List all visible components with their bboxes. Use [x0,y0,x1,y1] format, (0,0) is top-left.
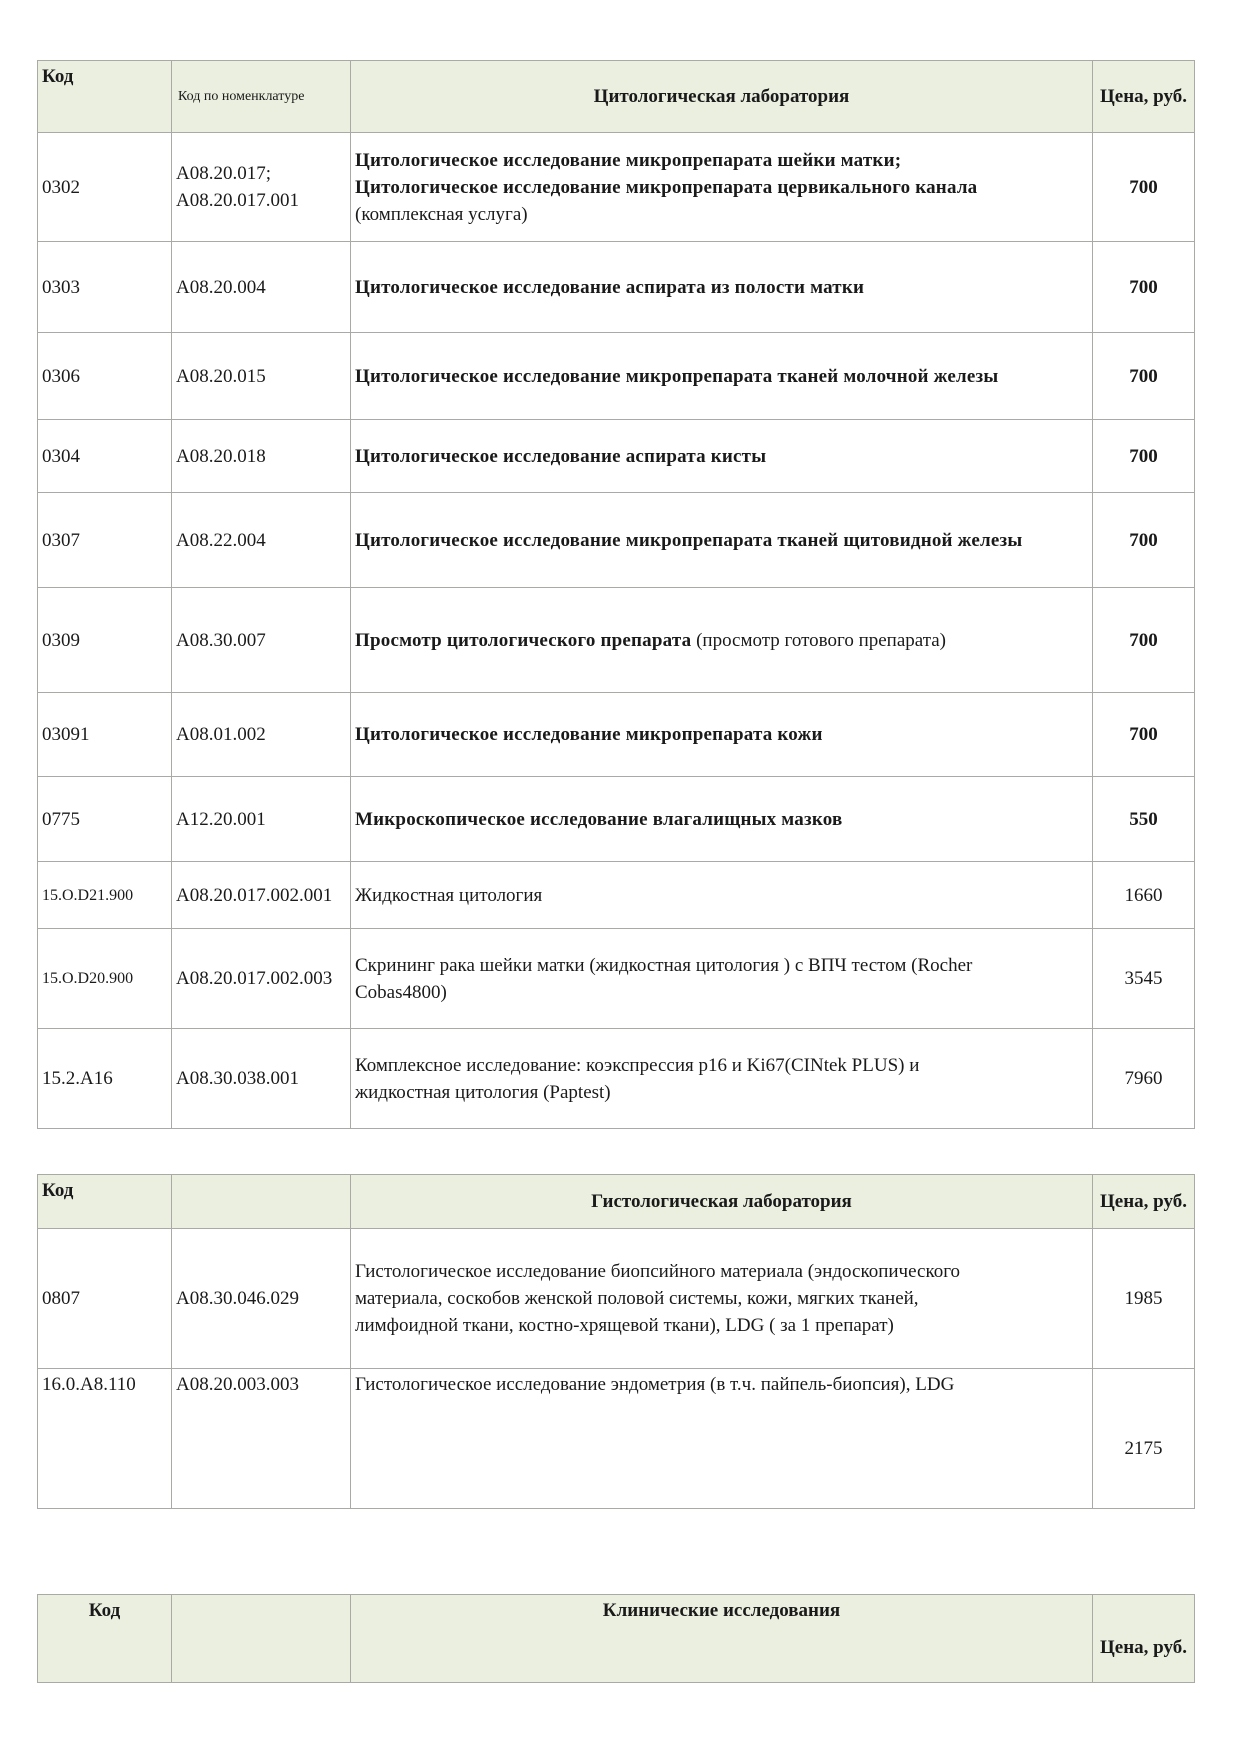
service-price: 700 [1093,133,1195,242]
table-row [38,133,1195,242]
nomenclature-code: A08.30.007 [172,588,351,693]
service-price: 700 [1093,242,1195,333]
header-price: Цена, руб. [1093,1175,1195,1229]
nomenclature-code: A08.01.002 [172,693,351,777]
service-name [351,1229,1093,1369]
nomenclature-code: A08.20.018 [172,420,351,493]
service-name-bold: Просмотр цитологического препарата [355,629,692,651]
service-price: 7960 [1093,1029,1195,1129]
service-code: 0304 [38,420,172,493]
section-title-clinical: Клинические исследования [351,1595,1093,1683]
nomenclature-code: A08.20.015 [172,333,351,420]
table-row [38,1029,1195,1129]
service-code: 0306 [38,333,172,420]
service-code: 15.O.D20.900 [38,929,172,1029]
service-name-line: Скрининг рака шейки матки (жидкостная цитология ) с ВПЧ тестом (Rocher [355,954,973,976]
header-price: Цена, руб. [1093,61,1195,133]
table-header-row [38,1595,1195,1683]
nomenclature-code: A08.22.004 [172,493,351,588]
header-nomenclature-code: Код по номенклатуре [172,61,351,133]
header-empty-cell [172,1175,351,1229]
nomenclature-code: A08.30.038.001 [172,1029,351,1129]
table-row [38,588,1195,693]
service-code: 0807 [38,1229,172,1369]
service-name [351,588,1093,693]
service-code: 15.2.A16 [38,1029,172,1129]
nomenclature-code: A08.20.004 [172,242,351,333]
table-row [38,242,1195,333]
service-name [351,133,1093,242]
table-row [38,493,1195,588]
header-code: Код [38,61,172,133]
service-code: 16.0.A8.110 [38,1369,172,1509]
service-price: 1985 [1093,1229,1195,1369]
nomenclature-code: A08.30.046.029 [172,1229,351,1369]
service-name: Гистологическое исследование эндометрия (в т.ч. пайпель-биопсия), LDG [351,1369,1093,1509]
service-name-line: Гистологическое исследование биопсийного материала (эндоскопического [355,1261,961,1282]
table-row [38,693,1195,777]
service-name-line: Комплексное исследование: коэкспрессия p16 и Ki67(CINtek PLUS) и [355,1054,920,1076]
service-price: 2175 [1093,1369,1195,1509]
table-row [38,929,1195,1029]
service-name [351,1029,1093,1129]
service-price: 700 [1093,493,1195,588]
nomenclature-code [172,133,351,242]
table-header-row [38,61,1195,133]
service-name-line: Cobas4800) [355,981,447,1003]
service-name: Цитологическое исследование микропрепарата тканей щитовидной железы [351,493,1093,588]
service-price: 700 [1093,588,1195,693]
cytology-price-table [37,60,1195,1129]
table-row [38,333,1195,420]
nomenclature-code: A08.20.017.002.001 [172,862,351,929]
histology-price-table [37,1174,1195,1509]
nomenclature-code-line: A08.20.017; [176,163,271,184]
service-code: 15.O.D21.900 [38,862,172,929]
service-price: 700 [1093,693,1195,777]
service-price: 3545 [1093,929,1195,1029]
service-price: 550 [1093,777,1195,862]
section-title-histology: Гистологическая лаборатория [351,1175,1093,1229]
section-title-cytology: Цитологическая лаборатория [351,61,1093,133]
service-code: 0302 [38,133,172,242]
service-code: 03091 [38,693,172,777]
nomenclature-code-line: A08.20.017.001 [176,190,299,211]
header-price: Цена, руб. [1093,1595,1195,1683]
table-header-row [38,1175,1195,1229]
service-name: Цитологическое исследование аспирата из полости матки [351,242,1093,333]
service-name-line: жидкостная цитология (Paptest) [355,1081,611,1103]
nomenclature-code: A12.20.001 [172,777,351,862]
table-row [38,862,1195,929]
service-price: 700 [1093,420,1195,493]
service-name-line: материала, соскобов женской половой системы, кожи, мягких тканей, [355,1288,919,1309]
table-row [38,777,1195,862]
table-row [38,420,1195,493]
header-code: Код [38,1595,172,1683]
service-code: 0309 [38,588,172,693]
service-name: Цитологическое исследование аспирата кисты [351,420,1093,493]
header-empty-cell [172,1595,351,1683]
service-code: 0303 [38,242,172,333]
service-name-line: Цитологическое исследование микропрепарата цервикального канала [355,176,978,198]
clinical-price-table [37,1594,1195,1683]
nomenclature-code: A08.20.003.003 [172,1369,351,1509]
service-name: Жидкостная цитология [351,862,1093,929]
service-price: 700 [1093,333,1195,420]
service-name-note: (просмотр готового препарата) [691,629,947,651]
service-name: Цитологическое исследование микропрепарата тканей молочной железы [351,333,1093,420]
nomenclature-code: A08.20.017.002.003 [172,929,351,1029]
header-code: Код [38,1175,172,1229]
service-price: 1660 [1093,862,1195,929]
service-code: 0775 [38,777,172,862]
service-name [351,929,1093,1029]
service-name: Микроскопическое исследование влагалищных мазков [351,777,1093,862]
service-name-note: (комплексная услуга) [355,203,528,225]
service-name: Цитологическое исследование микропрепарата кожи [351,693,1093,777]
service-name-line: Цитологическое исследование микропрепарата шейки матки; [355,149,902,171]
table-row [38,1369,1195,1509]
table-row [38,1229,1195,1369]
service-name-line: лимфоидной ткани, костно-хрящевой ткани), LDG ( за 1 препарат) [355,1315,894,1336]
service-code: 0307 [38,493,172,588]
